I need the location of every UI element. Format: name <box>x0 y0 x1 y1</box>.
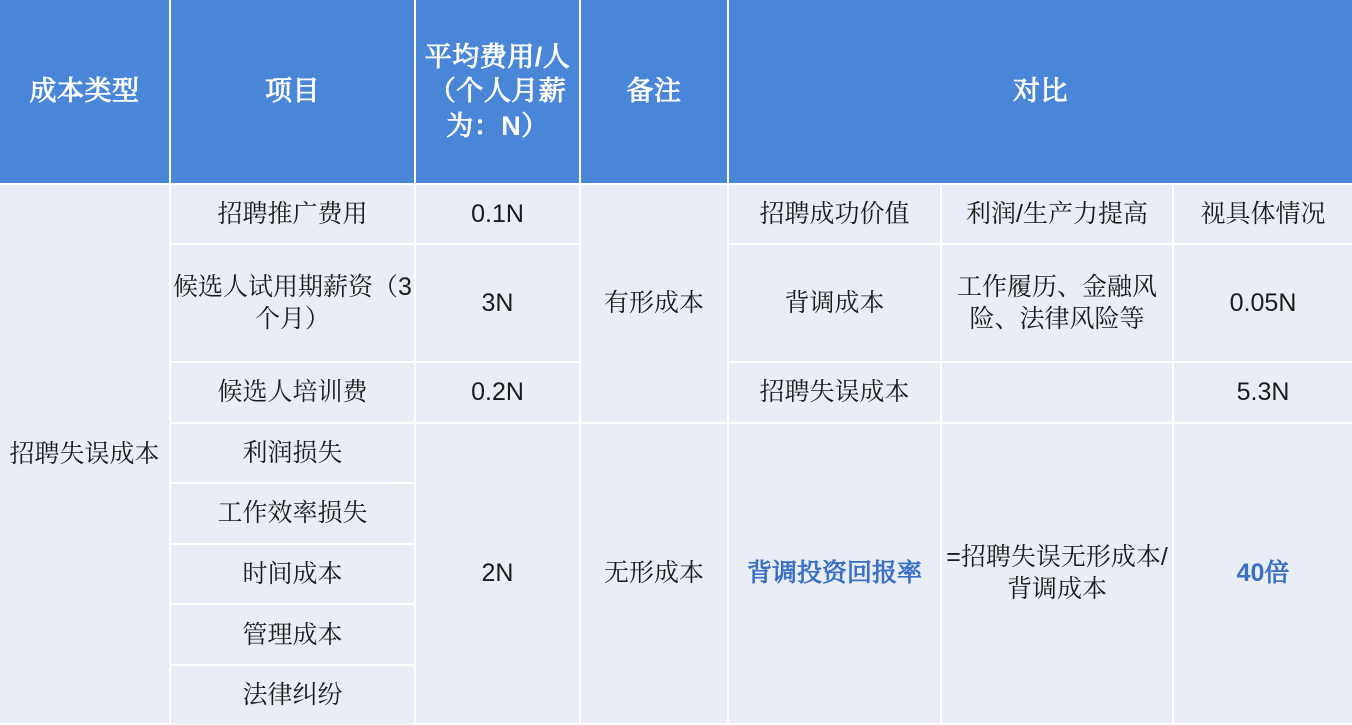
cell-item-name: 候选人培训费 <box>170 362 415 423</box>
cell-item-name: 候选人试用期薪资（3个月） <box>170 244 415 362</box>
table-row <box>0 184 1352 245</box>
cell-item-name: 招聘推广费用 <box>170 184 415 245</box>
cell-item-name: 工作效率损失 <box>170 483 415 544</box>
header-item: 项目 <box>170 0 415 184</box>
cell-item-cost: 0.1N <box>415 184 580 245</box>
cell-note-tangible: 有形成本 <box>580 184 728 423</box>
cell-comparison-value-roi: 40倍 <box>1173 423 1352 724</box>
cell-comparison-detail: 利润/生产力提高 <box>941 184 1173 245</box>
cell-item-name: 管理成本 <box>170 604 415 665</box>
cell-comparison-detail: 工作履历、金融风险、法律风险等 <box>941 244 1173 362</box>
cell-item-cost: 0.2N <box>415 362 580 423</box>
cell-item-cost-intangible: 2N <box>415 423 580 724</box>
header-note: 备注 <box>580 0 728 184</box>
cell-comparison-value: 视具体情况 <box>1173 184 1352 245</box>
cell-item-name: 利润损失 <box>170 423 415 484</box>
cell-comparison-value: 0.05N <box>1173 244 1352 362</box>
table-row <box>0 423 1352 484</box>
header-comparison: 对比 <box>728 0 1352 184</box>
cell-note-intangible: 无形成本 <box>580 423 728 724</box>
cell-comparison-detail-roi: =招聘失误无形成本/背调成本 <box>941 423 1173 724</box>
cell-item-name: 法律纠纷 <box>170 665 415 724</box>
header-cost-type: 成本类型 <box>0 0 170 184</box>
cell-comparison-detail <box>941 362 1173 423</box>
cell-category: 招聘失误成本 <box>0 184 170 724</box>
cell-item-name: 时间成本 <box>170 544 415 605</box>
header-avg-cost: 平均费用/人（个人月薪为：N） <box>415 0 580 184</box>
cell-comparison-label: 招聘失误成本 <box>728 362 941 423</box>
cell-comparison-value: 5.3N <box>1173 362 1352 423</box>
cell-item-cost: 3N <box>415 244 580 362</box>
cell-comparison-label: 背调成本 <box>728 244 941 362</box>
cell-comparison-label-roi: 背调投资回报率 <box>728 423 941 724</box>
cell-comparison-label: 招聘成功价值 <box>728 184 941 245</box>
table-header-row <box>0 0 1352 184</box>
